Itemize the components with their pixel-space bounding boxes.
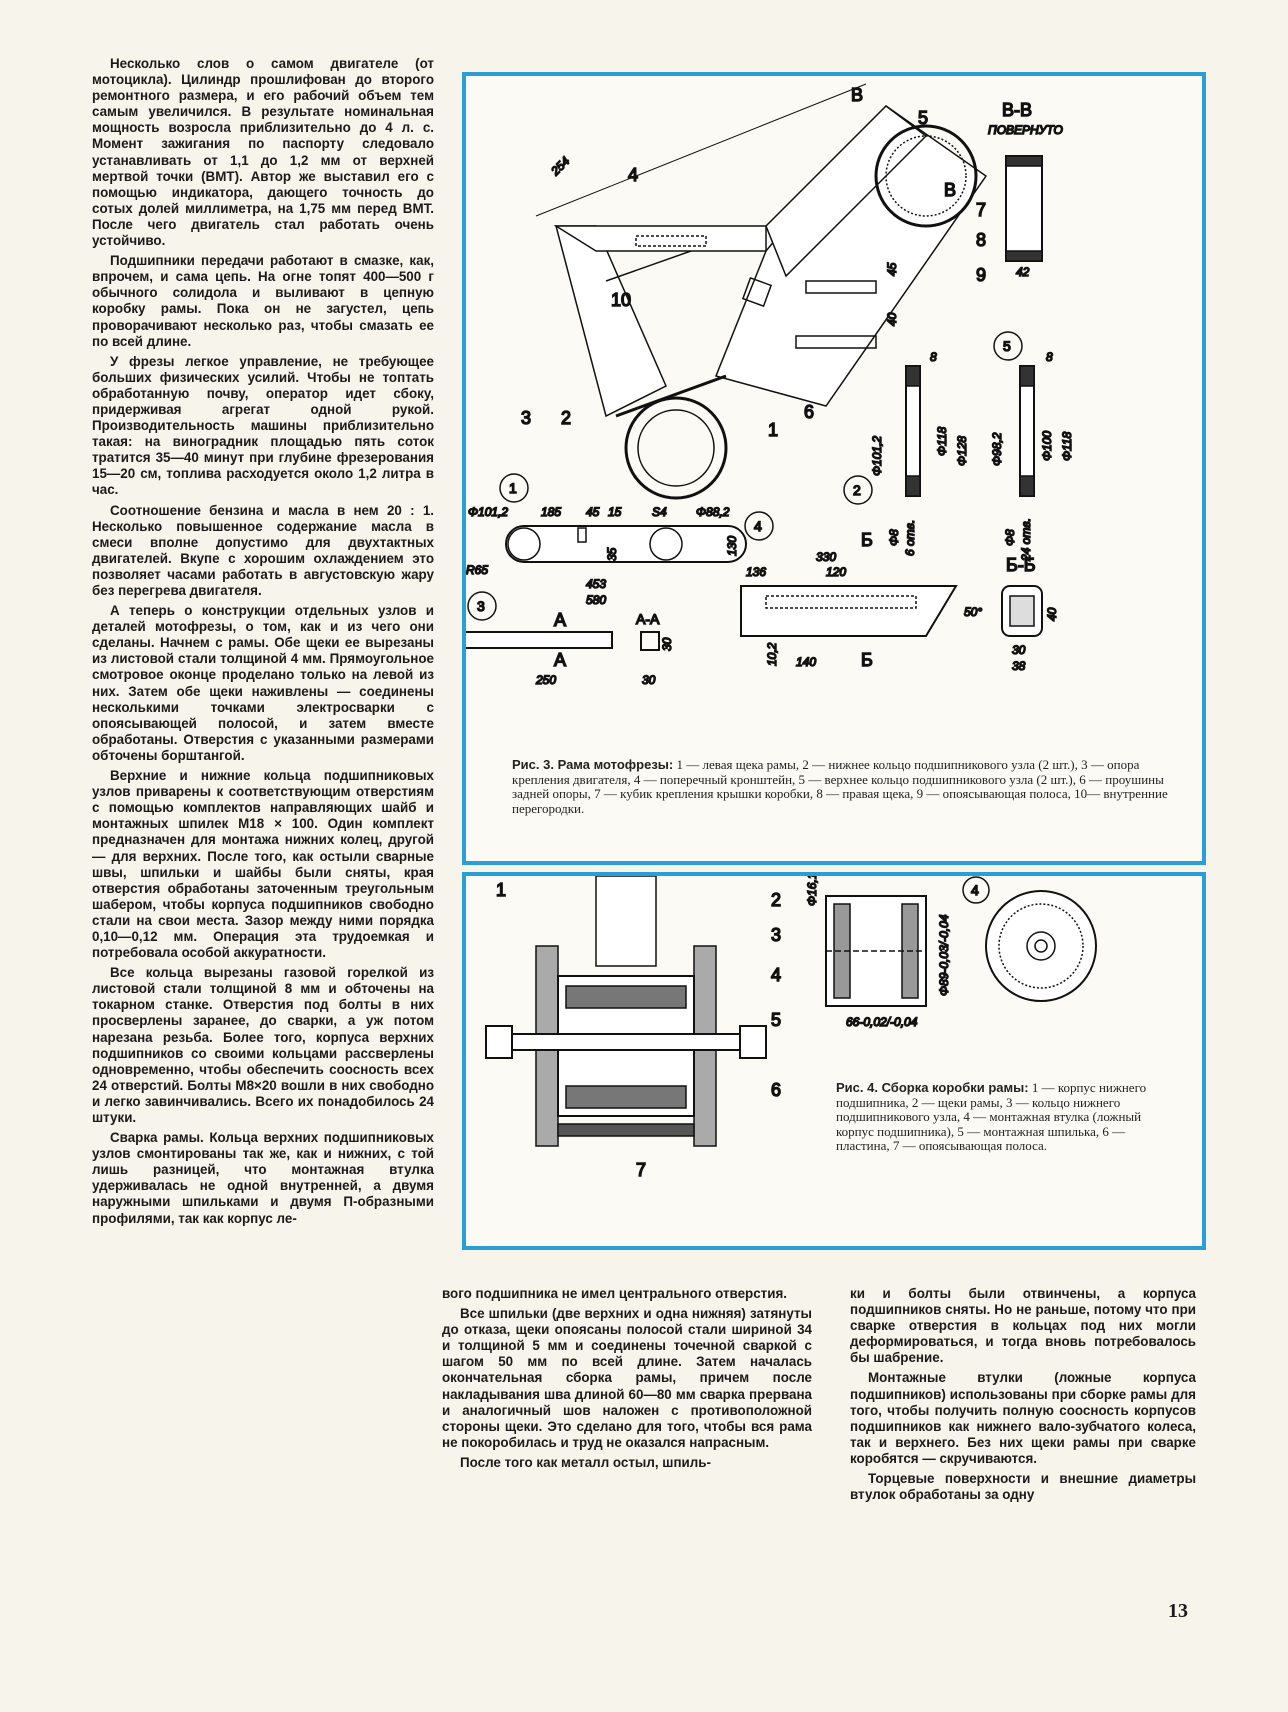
ring-section-2 <box>844 350 969 556</box>
dim-136: 136 <box>746 565 767 579</box>
paragraph: Все кольца вырезаны газовой горелкой из листовой стали толщиной 8 мм и обточены на токарном станке. Отверстия под болты в них просверлены заранее, до сварки, а уж потом нарезана резьба. Более того, корпуса верхних подшипников со своими кольцами рассверлены одновременно, чтобы обеспечить соосность всех 24 отверстий. Болты М8×20 вошли в них свободно и легко завинчивались. Всего их понадобилось 24 штуки. <box>92 965 434 1125</box>
paragraph: Несколько слов о самом двигателе (от мотоцикла). Цилиндр прошлифован до второго ремонтного размера, и его рабочий объем тем самым увеличился. В результате номинальная мощность возросла приблизительно до 4 л. с. Момент зажигания по паспорту следовало устанавливать от 1,1 до 1,2 мм от верхней мертвой точки (ВМТ). Автор же выставил его с помощью индикатора, дающего точность до сотых долей миллиметра, на 1,75 мм перед ВМТ. После чего двигатель стал работать очень устойчиво. <box>92 56 434 249</box>
dim-40b: 40 <box>1045 607 1059 621</box>
section-bb-title: В-В <box>1002 100 1033 120</box>
dim-45: 45 <box>885 262 899 276</box>
dim-45b: 45 <box>586 505 600 519</box>
dim-120: 120 <box>826 565 847 579</box>
label-8: 8 <box>976 230 987 250</box>
dim-30a: 30 <box>660 637 674 651</box>
section-mark-b3: Б <box>861 650 873 670</box>
paragraph: Торцевые поверхности и внешние диаметры втулок обработаны за одну <box>850 1471 1196 1503</box>
label-7: 7 <box>976 200 987 220</box>
dim-r65: R65 <box>466 563 489 577</box>
dim-140: 140 <box>796 655 817 669</box>
dim-phi882: Φ88,2 <box>696 505 730 519</box>
dim-30b: 30 <box>642 673 656 687</box>
dim-phi16: Φ16,1 <box>805 876 819 906</box>
paragraph: Подшипники передачи работают в смазке, как, впрочем, и сама цепь. На огне топят 400—500 г обычного солидола и выливают в цепную коробку рамы. Пока он не загустел, цепь проворачивают несколько раз, чтобы смазать ее по всей длине. <box>92 253 434 349</box>
figure-4-caption-text: 1 — корпус нижнего подшипника, 2 — щеки рамы, 3 — кольцо нижнего подшипникового узла, 4 — монтажная втулка (ложный корпус подшипника), 5 — монтажная шпилька, 6 — пластина, 7 — опоясывающая полоса. <box>836 1080 1147 1154</box>
label-4-3: 3 <box>771 925 782 945</box>
figure-3-caption-title: Рис. 3. Рама мотофрезы: <box>512 757 674 772</box>
dim-15: 15 <box>608 505 622 519</box>
figure-3-svg <box>466 76 1202 756</box>
circle-4b-text: 4 <box>971 882 979 898</box>
dim-38: 38 <box>1012 659 1026 673</box>
label-1: 1 <box>768 420 779 440</box>
section-mark-b: В <box>851 85 864 105</box>
section-bb <box>976 100 1063 285</box>
dim-phi118: Φ118 <box>935 426 949 456</box>
right-text-column <box>850 1286 1196 1507</box>
dim-35: 35 <box>605 547 619 561</box>
paragraph: вого подшипника не имел центрального отверстия. <box>442 1286 787 1301</box>
dim-102: 10,2 <box>765 642 779 666</box>
dim-130: 130 <box>725 535 739 556</box>
figure-3-caption-text: 1 — левая щека рамы, 2 — нижнее кольцо подшипникового узла (2 шт.), 3 — опора крепления двигателя, 4 — поперечный кронштейн, 5 — верхнее кольцо подшипникового узла (2 шт.), 6 — проушины задней опоры, 7 — кубик крепления крышки коробки, 8 — правая щека, 9 — опоясывающая полоса, 10— внутренние перегородки. <box>512 757 1168 816</box>
label-2: 2 <box>561 408 572 428</box>
figure-4-caption <box>836 1081 1166 1154</box>
detail-3-bar <box>466 592 674 687</box>
ring-section-5 <box>990 332 1074 562</box>
sleeve-section <box>805 876 951 1029</box>
dim-phi128: Φ128 <box>955 435 969 466</box>
label-4-2: 2 <box>771 890 782 910</box>
holes-6: 6 отв. <box>903 519 917 556</box>
circle-1-text: 1 <box>509 480 517 496</box>
dim-580: 580 <box>586 593 607 607</box>
dim-phi100: Φ100 <box>1040 430 1054 461</box>
circle-5-text: 5 <box>1003 338 1011 354</box>
dim-phi8a: Φ8 <box>887 529 901 546</box>
paragraph: После того как металл остыл, шпиль- <box>460 1454 711 1470</box>
paragraph: А теперь о конструкции отдельных узлов и деталей мотофрезы, о том, как и из чего они сделаны. Начнем с рамы. Обе щеки ее вырезаны из листовой стали толщиной 4 мм. Прямоугольное смотровое оконце проделано только на левой из них. Затем обе щеки наживлены — соединены несколькими точками электросварки с опоясывающей полосой, и затем вместе обработаны. Отверстия с указанными размерами обточены борштангой. <box>92 603 434 763</box>
dim-phi118b: Φ118 <box>1060 431 1074 461</box>
figure-4-assembly-drawing <box>462 872 1206 1250</box>
label-3: 3 <box>521 408 532 428</box>
left-text-column <box>92 56 434 1231</box>
dim-8b: 8 <box>1046 350 1053 364</box>
section-mark-b2: Б <box>861 530 873 550</box>
assembly-section <box>486 876 766 1146</box>
label-4-6: 6 <box>771 1080 782 1100</box>
sleeve-end-view <box>963 877 1096 1001</box>
section-aa-title: А-А <box>636 611 660 627</box>
detail-1-plate <box>466 474 746 607</box>
label-6: 6 <box>804 402 815 422</box>
paragraph: Соотношение бензина и масла в нем 20 : 1. Несколько повышенное содержание масла в смеси вполне допустимо для двухтактных двигателей. Вкупе с хорошим охлаждением это позволяет часами работать в августовскую жару без перегрева двигателя. <box>92 502 434 598</box>
figure-4-svg <box>466 876 1202 1246</box>
label-5: 5 <box>918 108 929 128</box>
figure-3-frame-drawing <box>462 72 1206 865</box>
holes-24: 24 отв. <box>1019 518 1033 561</box>
section-mark-a: А <box>554 610 567 630</box>
dim-s4: S4 <box>652 505 667 519</box>
section-bb2-title: Б-Б <box>1006 555 1036 575</box>
label-4-7: 7 <box>636 1160 647 1180</box>
paragraph: У фрезы легкое управление, не требующее больших физических усилий. Чтобы не топтать обработанную почву, оператор идет сбоку, придерживая агрегат одной рукой. Производительность машины приблизительно такая: на виноградник площадью пять соток тратится 35—40 минут при глубине фрезерования 15—20 см, топлива расходуется около 1,2 литра в час. <box>92 353 434 498</box>
paragraph: Все шпильки (две верхних и одна нижняя) затянуты до отказа, щеки опоясаны полосой стали шириной 34 и толщиной 5 мм и соединены точечной сваркой с шагом 50 мм по всей длине. Затем началась окончательная сборка рамы, причем после накладывания шва длиной 60—80 мм сварка прервана и аналогичный шов наложен с противоположной стороны щеки. Это сделано для того, чтобы вся рама не покоробилась и труд не оказался напрасным. <box>442 1306 812 1450</box>
dim-250: 250 <box>536 673 557 687</box>
label-4-4: 4 <box>771 965 782 985</box>
page-number: 13 <box>1168 1600 1188 1622</box>
dim-phi1012: Φ101,2 <box>870 435 884 476</box>
label-4-1: 1 <box>496 880 507 900</box>
label-9: 9 <box>976 265 987 285</box>
middle-text-column <box>442 1286 812 1475</box>
dim-phi1012b: Φ101,2 <box>468 505 509 519</box>
dim-330: 330 <box>816 550 837 564</box>
circle-2-text: 2 <box>853 482 861 498</box>
angle-50: 50° <box>964 605 983 619</box>
paragraph: ки и болты были отвинчены, а корпуса подшипников сняты. Но не раньше, потому что при сварке отверстия в кольцах под них могли деформироваться, и тогда вновь потребовалось бы шабрение. <box>850 1286 1196 1366</box>
dim-phi982: Φ98,2 <box>990 432 1004 466</box>
dim-phi89: Φ89-0,03/-0,04 <box>937 914 951 996</box>
paragraph: Сварка рамы. Кольца верхних подшипниковых узлов смонтированы так же, как и нижних, с той лишь разницей, что монтажная втулка удерживалась не одной внутренней, а двумя наружными шпильками и двумя П-образными профилями, так как корпус ле- <box>92 1130 434 1226</box>
dim-42: 42 <box>1016 265 1030 279</box>
paragraph: Монтажные втулки (ложные корпуса подшипников) использованы при сборке рамы для того, чтобы получить полную соосность корпусов подшипников как нижнего вало-зубчатого колеса, так и верхнего. Без них щеки рамы при сварке коробятся — скручиваются. <box>850 1370 1196 1466</box>
dim-30c: 30 <box>1012 643 1026 657</box>
figure-4-caption-title: Рис. 4. Сборка коробки рамы: <box>836 1080 1029 1095</box>
circle-3-text: 3 <box>477 598 485 614</box>
label-4: 4 <box>628 165 639 185</box>
dim-phi8b: Φ8 <box>1003 529 1017 546</box>
label-10: 10 <box>611 290 632 310</box>
paragraph: Верхние и нижние кольца подшипниковых узлов приварены к соответствующим отверстиям с помощью комплектов направляющих шайб и монтажных шпилек М18 × 100. Один комплект предназначен для монтажа нижних колец, другой — для верхних. После того, как остыли сварные швы, шпильки и шайбы были сняты, края отверстия обработаны заточенным треугольным шабером, чтобы корпуса подшипников свободно стали на свои места. Зазор между ними порядка 0,10—0,12 мм. Операция эта трудоемкая и потребовала особой аккуратности. <box>92 768 434 961</box>
figure-3-caption <box>512 758 1172 816</box>
section-mark-a-2: А <box>554 650 567 670</box>
section-mark-b-2: В <box>944 180 957 200</box>
dim-254: 254 <box>548 154 573 179</box>
section-bb-rotated: ПОВЕРНУТО <box>988 123 1063 137</box>
dim-66: 66-0,02/-0,04 <box>846 1015 918 1029</box>
circle-4-text: 4 <box>754 518 762 534</box>
dim-40: 40 <box>885 312 899 326</box>
dim-185: 185 <box>541 505 562 519</box>
dim-8a: 8 <box>930 350 937 364</box>
label-4-5: 5 <box>771 1010 782 1030</box>
dim-453: 453 <box>586 577 607 591</box>
